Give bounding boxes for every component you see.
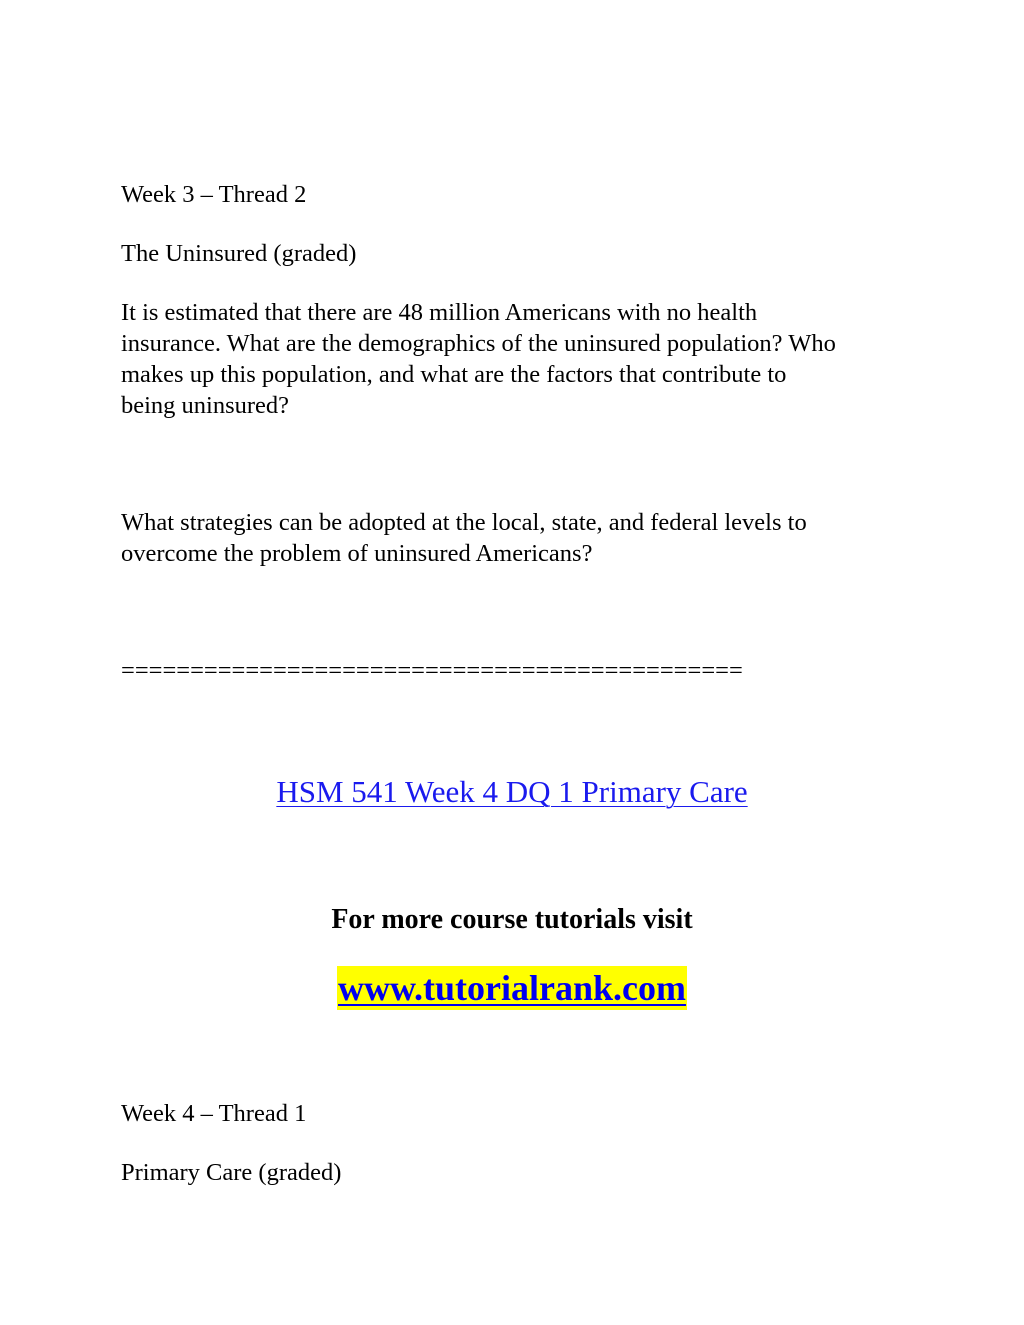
promo-text: For more course tutorials visit [331,904,693,935]
week3-heading: Week 3 – Thread 2 [121,181,307,208]
question-paragraph-1: It is estimated that there are 48 million Americans with no health insurance. What are the demographics of the uninsured population? Who makes up this population, and what are the factors that contribute to being uninsured? [121,299,836,419]
course-link[interactable]: HSM 541 Week 4 DQ 1 Primary Care [276,774,748,809]
week4-thread-title: Primary Care (graded) [121,1159,342,1186]
week4-heading: Week 4 – Thread 1 [121,1100,307,1127]
tutorialrank-link[interactable]: www.tutorialrank.com [338,968,686,1008]
separator-line: ============================================= [121,657,743,684]
week3-thread-title: The Uninsured (graded) [121,240,357,267]
question-paragraph-2: What strategies can be adopted at the local, state, and federal levels to overcome the problem of uninsured Americans? [121,509,807,567]
